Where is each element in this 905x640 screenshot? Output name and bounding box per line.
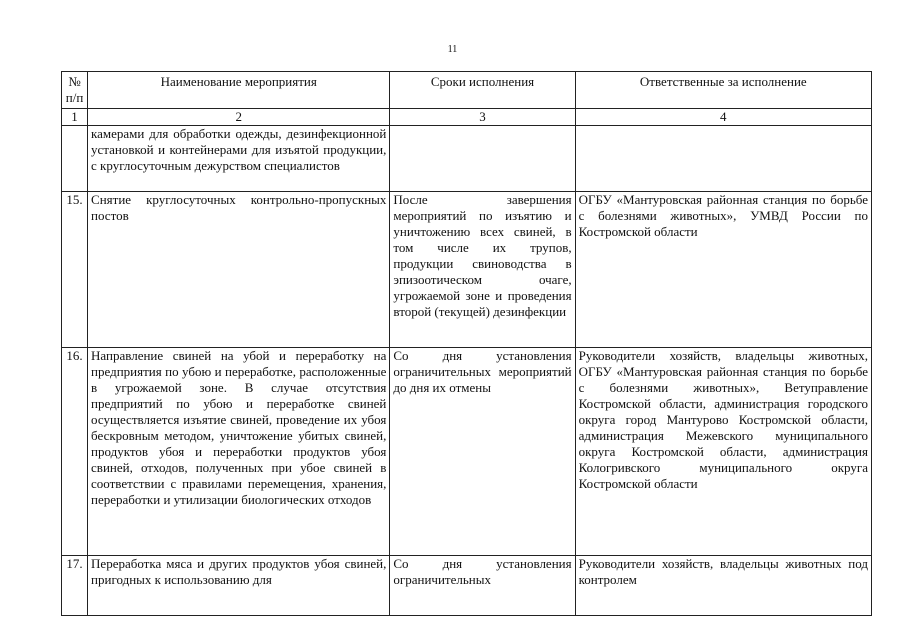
measure-name: Снятие круглосуточных контрольно-пропускных постов — [88, 192, 390, 348]
responsible: Руководители хозяйств, владельцы животных, ОГБУ «Мантуровская районная станция по борьбе с болезнями животных», Ветуправление Костромской области, администрация городского округа город Мантурово Костромской области, администрация Межевского муниципального округа Костромской области, администрация Кологривского муниципального округа Костромской области — [575, 348, 871, 556]
deadline: Со дня установления ограничительных — [390, 556, 575, 616]
row-number: 17. — [62, 556, 88, 616]
deadline — [390, 126, 575, 192]
table-row — [62, 348, 872, 556]
deadline: Со дня установления ограничительных мероприятий до дня их отмены — [390, 348, 575, 556]
responsible — [575, 126, 871, 192]
measures-table — [61, 71, 872, 616]
row-number: 15. — [62, 192, 88, 348]
column-index-row — [62, 109, 872, 126]
deadline: После завершения мероприятий по изъятию и уничтожению всех свиней, в том числе их трупов, продукции свиноводства в эпизоотическом очаге, угрожаемой зоне и проведения второй (текущей) дезинфекции — [390, 192, 575, 348]
page-number: 11 — [447, 44, 458, 55]
table-row — [62, 126, 872, 192]
measure-name: камерами для обработки одежды, дезинфекционной установкой и контейнерами для изъятой продукции, с круглосуточным дежурством специалистов — [88, 126, 390, 192]
measure-name: Переработка мяса и других продуктов убоя свиней, пригодных к использованию для — [88, 556, 390, 616]
column-index: 3 — [390, 109, 575, 126]
table-row — [62, 192, 872, 348]
column-index: 4 — [575, 109, 871, 126]
measure-name: Направление свиней на убой и переработку на предприятия по убою и переработке, расположенные в угрожаемой зоне. В случае отсутствия предприятий по убою и переработке свиней осуществляется изъятие свиней, проведение их убоя бескровным методом, уничтожение убитых свиней, продуктов убоя и переработки продуктов убоя свиней, отходов, полученных при убое свиней в соответствии с правилами перемещения, хранения, переработки и утилизации биологических отходов — [88, 348, 390, 556]
column-index: 2 — [88, 109, 390, 126]
responsible: Руководители хозяйств, владельцы животных под контролем — [575, 556, 871, 616]
table-row — [62, 556, 872, 616]
row-number: 16. — [62, 348, 88, 556]
row-number — [62, 126, 88, 192]
responsible: ОГБУ «Мантуровская районная станция по борьбе с болезнями животных», УМВД России по Костромской области — [575, 192, 871, 348]
header-number: № п/п — [62, 72, 88, 109]
header-responsible: Ответственные за исполнение — [575, 72, 871, 109]
header-measure-name: Наименование мероприятия — [88, 72, 390, 109]
header-deadline: Сроки исполнения — [390, 72, 575, 109]
table-header-row — [62, 72, 872, 109]
column-index: 1 — [62, 109, 88, 126]
